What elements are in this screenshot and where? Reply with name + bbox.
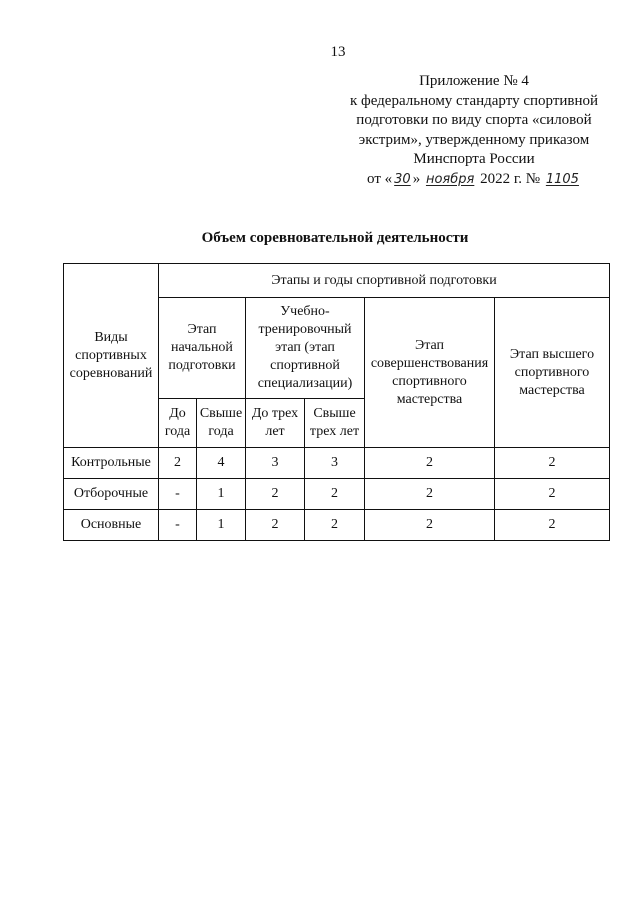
cell: 2 — [365, 448, 495, 479]
header-stage-initial: Этап начальной подготовки — [159, 298, 246, 399]
appendix-block — [340, 72, 608, 189]
table-row — [64, 479, 610, 510]
page-number: 13 — [330, 44, 346, 60]
cell: 3 — [246, 448, 305, 479]
date-year: 2022 г. № — [480, 170, 541, 187]
order-number-handwritten: 1105 — [545, 171, 579, 187]
header-stages-group: Этапы и годы спортивной подготовки — [159, 264, 610, 298]
header-stage-training: Учебно-тренировочный этап (этап спортивной специализации) — [246, 298, 365, 399]
cell: 2 — [246, 510, 305, 541]
appendix-line-3: подготовки по виду спорта «силовой — [356, 112, 592, 128]
cell: 2 — [495, 479, 610, 510]
date-day-handwritten: 30 — [394, 171, 411, 187]
header-initial-upto-year: До года — [159, 399, 197, 448]
row-type: Контрольные — [64, 448, 159, 479]
cell: 2 — [365, 479, 495, 510]
document-title: Объем соревновательной деятельности — [201, 230, 469, 246]
date-mid: » — [412, 170, 421, 187]
cell: - — [159, 479, 197, 510]
row-type: Отборочные — [64, 479, 159, 510]
cell: 2 — [495, 510, 610, 541]
cell: 2 — [246, 479, 305, 510]
header-stage-improvement: Этап совершенствования спортивного мастерства — [365, 298, 495, 448]
appendix-line-4: экстрим», утвержденному приказом — [358, 131, 590, 148]
header-training-upto-3: До трех лет — [246, 399, 305, 448]
header-stage-higher: Этап высшего спортивного мастерства — [495, 298, 610, 448]
appendix-line-2: к федеральному стандарту спортивной — [349, 92, 599, 109]
header-initial-over-year: Свыше года — [197, 399, 246, 448]
competition-volume-table — [63, 263, 610, 541]
cell: 2 — [305, 479, 365, 510]
cell: 2 — [495, 448, 610, 479]
appendix-date-line — [340, 170, 608, 190]
appendix-line-5: Минспорта России — [413, 151, 535, 167]
cell: 2 — [305, 510, 365, 541]
table-row — [64, 448, 610, 479]
row-type: Основные — [64, 510, 159, 541]
table-row — [64, 510, 610, 541]
cell: 2 — [365, 510, 495, 541]
date-month-handwritten: ноября — [425, 171, 475, 187]
date-prefix: от « — [367, 170, 393, 187]
header-competition-types: Виды спортивных соревнований — [64, 264, 159, 448]
cell: - — [159, 510, 197, 541]
appendix-line-1: Приложение № 4 — [419, 73, 529, 89]
cell: 1 — [197, 479, 246, 510]
cell: 4 — [197, 448, 246, 479]
header-training-over-3: Свыше трех лет — [305, 399, 365, 448]
cell: 3 — [305, 448, 365, 479]
cell: 1 — [197, 510, 246, 541]
cell: 2 — [159, 448, 197, 479]
